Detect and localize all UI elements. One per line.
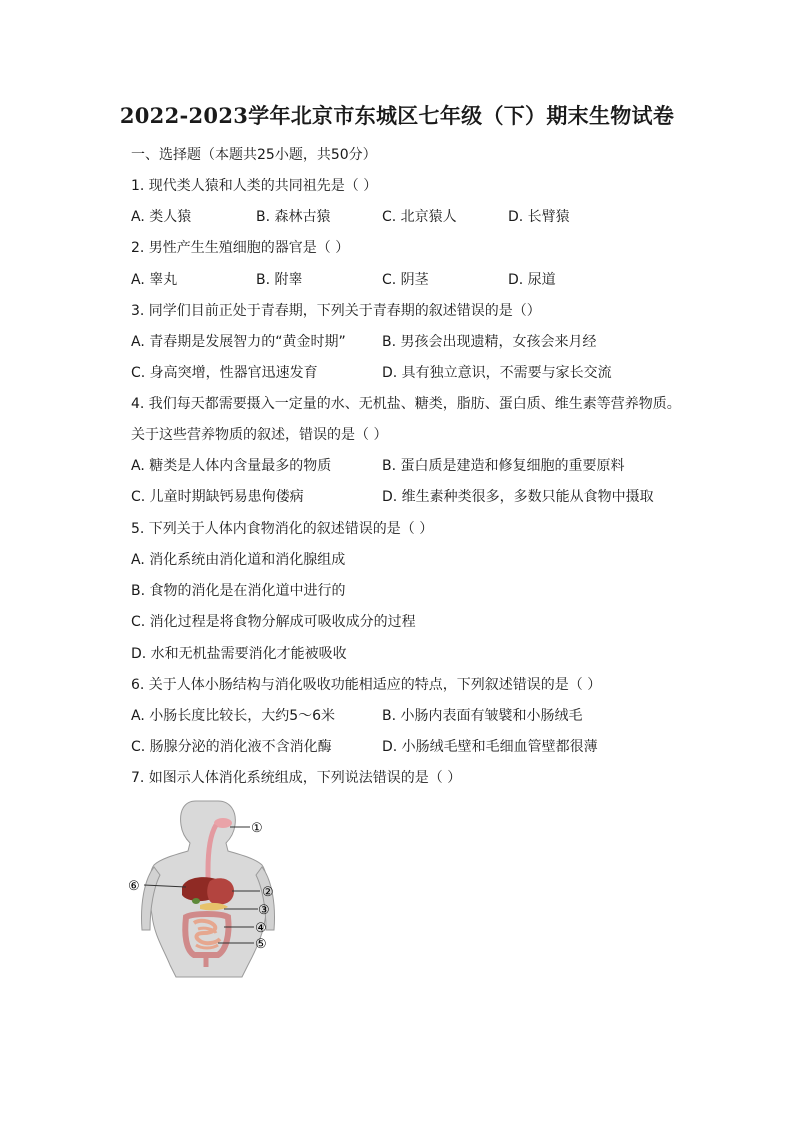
question-4-option-c: C. 儿童时期缺钙易患佝偻病 <box>131 489 304 505</box>
question-4-stem: 4. 我们每天都需要摄入一定量的水、无机盐、糖类，脂肪、蛋白质、维生素等营养物质。 <box>131 396 681 412</box>
question-5-stem: 5. 下列关于人体内食物消化的叙述错误的是（ ） <box>131 521 434 537</box>
question-4-stem-continued: 关于这些营养物质的叙述，错误的是（ ） <box>131 427 388 443</box>
question-3-option-c: C. 身高突增，性器官迅速发育 <box>131 365 318 381</box>
figure-label-1: ① <box>251 821 263 836</box>
question-4-option-a: A. 糖类是人体内含量最多的物质 <box>131 458 332 474</box>
question-6-option-c: C. 肠腺分泌的消化液不含消化酶 <box>131 739 332 755</box>
question-2-option-c: C. 阴茎 <box>382 272 429 288</box>
question-7-stem: 7. 如图示人体消化系统组成，下列说法错误的是（ ） <box>131 770 462 786</box>
question-1-option-b: B. 森林古猿 <box>256 209 331 225</box>
question-2-option-d: D. 尿道 <box>508 272 556 288</box>
question-5-option-a: A. 消化系统由消化道和消化腺组成 <box>131 552 346 568</box>
question-3-stem: 3. 同学们目前正处于青春期，下列关于青春期的叙述错误的是（） <box>131 303 541 319</box>
question-6-option-d: D. 小肠绒毛壁和毛细血管壁都很薄 <box>382 739 598 755</box>
question-5-option-c: C. 消化过程是将食物分解成可吸收成分的过程 <box>131 614 416 630</box>
question-3-option-d: D. 具有独立意识，不需要与家长交流 <box>382 365 612 381</box>
digestive-system-figure <box>124 795 294 980</box>
page-title: 2022-2023学年北京市东城区七年级（下）期末生物试卷 <box>119 103 675 128</box>
question-1-option-d: D. 长臂猿 <box>508 209 570 225</box>
question-1-stem: 1. 现代类人猿和人类的共同祖先是（ ） <box>131 178 378 194</box>
question-6-option-a: A. 小肠长度比较长，大约5～6米 <box>131 708 336 724</box>
section-heading: 一、选择题（本题共25小题，共50分） <box>131 147 377 163</box>
question-6-option-b: B. 小肠内表面有皱襞和小肠绒毛 <box>382 708 583 724</box>
question-2-option-b: B. 附睾 <box>256 272 303 288</box>
question-6-stem: 6. 关于人体小肠结构与消化吸收功能相适应的特点，下列叙述错误的是（ ） <box>131 677 602 693</box>
question-3-option-b: B. 男孩会出现遗精，女孩会来月经 <box>382 334 597 350</box>
question-5-option-b: B. 食物的消化是在消化道中进行的 <box>131 583 346 599</box>
question-3-option-a: A. 青春期是发展智力的“黄金时期” <box>131 334 346 350</box>
question-1-option-a: A. 类人猿 <box>131 209 192 225</box>
question-2-stem: 2. 男性产生生殖细胞的器官是（ ） <box>131 240 350 256</box>
figure-label-2: ② <box>262 885 274 900</box>
question-5-option-d: D. 水和无机盐需要消化才能被吸收 <box>131 646 347 662</box>
question-4-option-d: D. 维生素种类很多，多数只能从食物中摄取 <box>382 489 654 505</box>
question-1-option-c: C. 北京猿人 <box>382 209 457 225</box>
figure-label-5: ⑤ <box>255 937 267 952</box>
question-4-option-b: B. 蛋白质是建造和修复细胞的重要原料 <box>382 458 625 474</box>
figure-label-4: ④ <box>255 921 267 936</box>
figure-label-6: ⑥ <box>128 879 140 894</box>
question-2-option-a: A. 睾丸 <box>131 272 178 288</box>
figure-label-3: ③ <box>258 903 270 918</box>
